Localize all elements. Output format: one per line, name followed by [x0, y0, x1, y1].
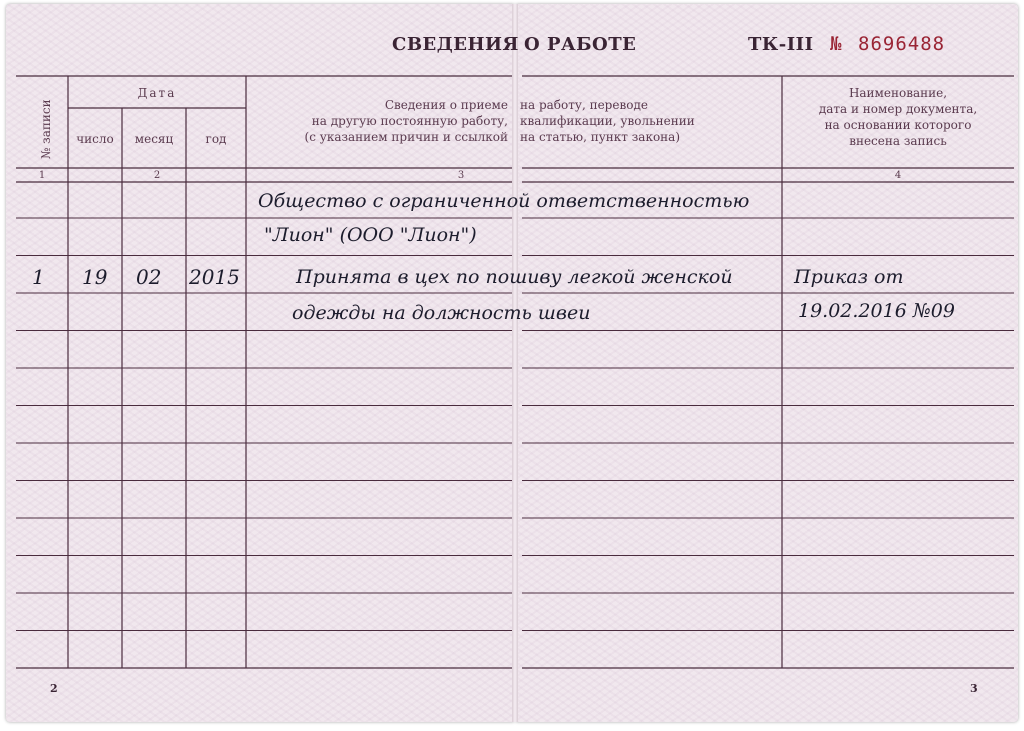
document-header-3: на основании которого — [824, 118, 972, 132]
title-right: О РАБОТЕ — [524, 34, 637, 55]
info-header-left-2: на другую постоянную работу, — [311, 114, 508, 128]
org-name-line2: "Лион" (ООО "Лион") — [264, 224, 477, 246]
info-header-right-3: на статью, пункт закона) — [520, 130, 680, 144]
entry-year: 2015 — [189, 265, 240, 289]
column-number-1: 1 — [38, 170, 46, 181]
serial-number: 8696488 — [858, 33, 946, 55]
year-header: год — [205, 132, 227, 146]
labor-book-spread — [6, 4, 1018, 726]
number-sign: № — [830, 33, 843, 55]
entry-number-header: № записи — [39, 99, 53, 159]
date-header: Дата — [137, 86, 177, 100]
info-header-left-1: Сведения о приеме — [384, 98, 508, 112]
entry-month: 02 — [136, 265, 162, 289]
entry-number: 1 — [32, 265, 45, 289]
month-header: месяц — [134, 132, 174, 146]
title-left: СВЕДЕНИЯ — [392, 34, 519, 55]
entry-doc-line1: Приказ от — [794, 266, 904, 288]
entry-day: 19 — [82, 265, 108, 289]
entry-doc-line2: 19.02.2016 №09 — [798, 300, 955, 322]
page-number-right: 3 — [970, 682, 978, 695]
info-header-right-1: на работу, переводе — [520, 98, 648, 112]
entry-info-line2: одежды на должность швеи — [292, 302, 591, 324]
document-header-4: внесена запись — [849, 134, 947, 148]
info-header-left-3: (с указанием причин и ссылкой — [304, 130, 508, 144]
column-number-4: 4 — [894, 170, 902, 181]
page-number-left: 2 — [50, 682, 58, 695]
info-header-right-2: квалификации, увольнении — [520, 114, 695, 128]
column-number-3: 3 — [457, 170, 465, 181]
column-number-2: 2 — [153, 170, 161, 181]
series-label: ТК-III — [748, 34, 814, 55]
document-header-1: Наименование, — [848, 86, 948, 100]
entry-info-line1: Принята в цех по пошиву легкой женской — [296, 266, 733, 288]
org-name-line1: Общество с ограниченной ответственностью — [258, 190, 750, 212]
document-header-2: дата и номер документа, — [818, 102, 978, 116]
day-header: число — [76, 132, 114, 146]
